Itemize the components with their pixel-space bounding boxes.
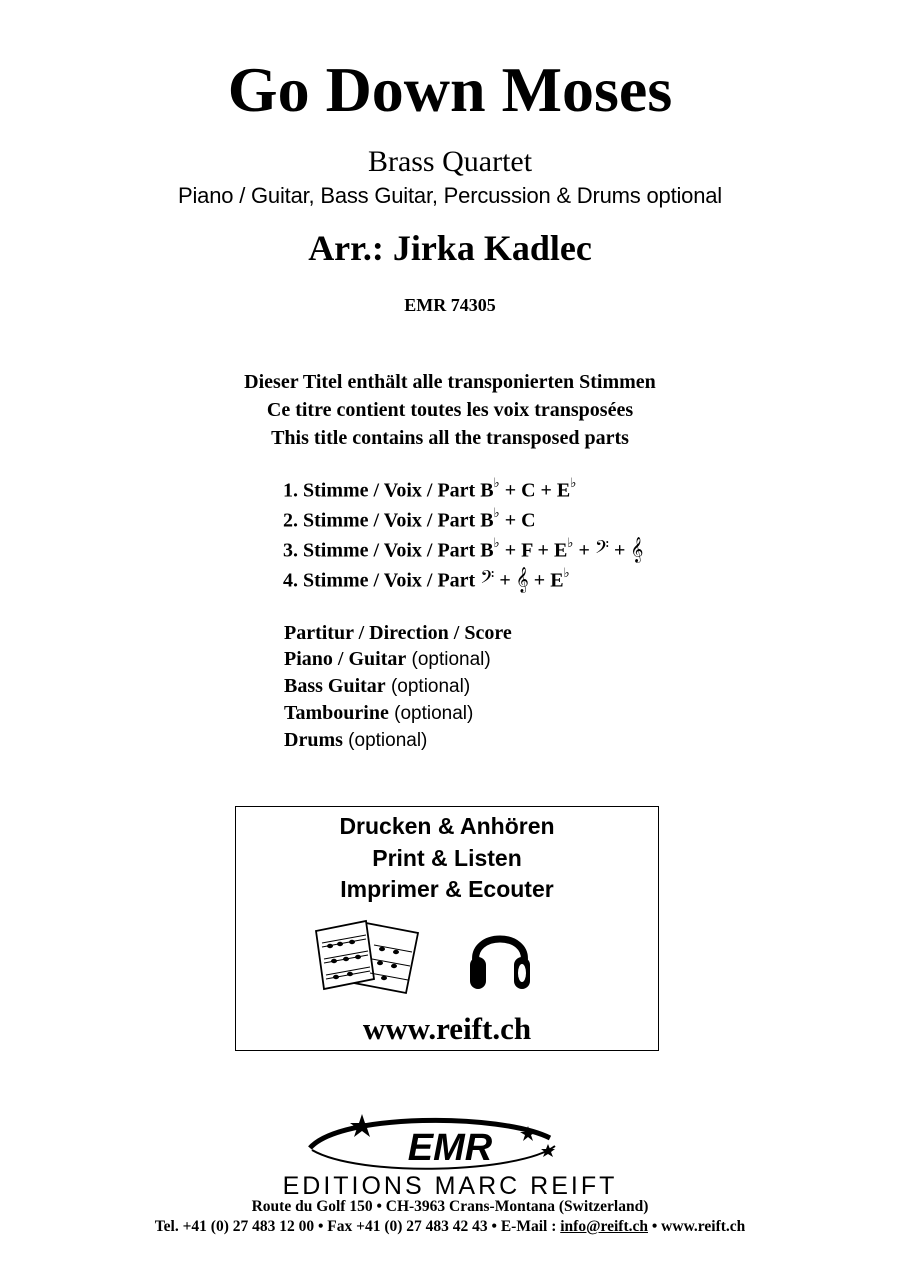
treble-clef-icon: 𝄞 bbox=[515, 566, 529, 592]
publisher-name: EDITIONS MARC REIFT bbox=[282, 1172, 618, 1200]
tambourine-line: Tambourine (optional) bbox=[284, 702, 474, 724]
sheet-music-icon bbox=[308, 915, 426, 995]
piano-guitar-line: Piano / Guitar (optional) bbox=[284, 648, 491, 670]
bass-clef-icon: 𝄢 bbox=[480, 566, 495, 592]
bass-clef-icon: 𝄢 bbox=[594, 536, 609, 562]
print-listen-box bbox=[235, 806, 659, 1051]
notice-german: Dieser Titel enthält alle transponierten Stimmen bbox=[244, 371, 656, 393]
promo-line-german: Drucken & Anhören bbox=[339, 813, 555, 839]
transposition-notice bbox=[0, 368, 900, 452]
catalog-number: EMR 74305 bbox=[404, 295, 496, 315]
instrumentation-line: Piano / Guitar, Bass Guitar, Percussion & Drums optional bbox=[178, 183, 722, 208]
arranger-credit: Arr.: Jirka Kadlec bbox=[308, 228, 592, 268]
notice-french: Ce titre contient toutes les voix transposées bbox=[266, 399, 634, 421]
page-title: Go Down Moses bbox=[227, 54, 673, 125]
additional-parts bbox=[284, 620, 512, 754]
part-3: 3. Stimme / Voix / Part B♭ + F + E♭ + 𝄢 + 𝄞 bbox=[283, 535, 644, 562]
part-4: 4. Stimme / Voix / Part 𝄢 + 𝄞 + E♭ bbox=[283, 565, 570, 592]
notice-english: This title contains all the transposed parts bbox=[271, 427, 629, 449]
publisher-address: Route du Golf 150 • CH-3963 Crans-Montana (Switzerland) bbox=[251, 1198, 649, 1215]
part-1: 1. Stimme / Voix / Part B♭ + C + E♭ bbox=[283, 475, 577, 502]
emr-logo-text: EMR bbox=[407, 1127, 493, 1169]
promo-line-french: Imprimer & Ecouter bbox=[340, 876, 554, 902]
score-line: Partitur / Direction / Score bbox=[284, 622, 512, 644]
ensemble-subtitle: Brass Quartet bbox=[367, 145, 533, 178]
parts-list bbox=[283, 470, 643, 590]
part-2: 2. Stimme / Voix / Part B♭ + C bbox=[283, 505, 536, 532]
drums-line: Drums (optional) bbox=[284, 729, 428, 751]
email-link[interactable]: info@reift.ch bbox=[560, 1218, 648, 1235]
promo-website-link[interactable]: www.reift.ch bbox=[362, 1011, 532, 1046]
publisher-contact: Tel. +41 (0) 27 483 12 00 • Fax +41 (0) 27 483 42 43 • E-Mail : info@reift.ch • www.reift.ch bbox=[154, 1218, 746, 1235]
headphones-icon bbox=[466, 917, 534, 995]
promo-line-english: Print & Listen bbox=[372, 845, 522, 871]
bass-guitar-line: Bass Guitar (optional) bbox=[284, 675, 471, 697]
treble-clef-icon: 𝄞 bbox=[630, 536, 644, 562]
